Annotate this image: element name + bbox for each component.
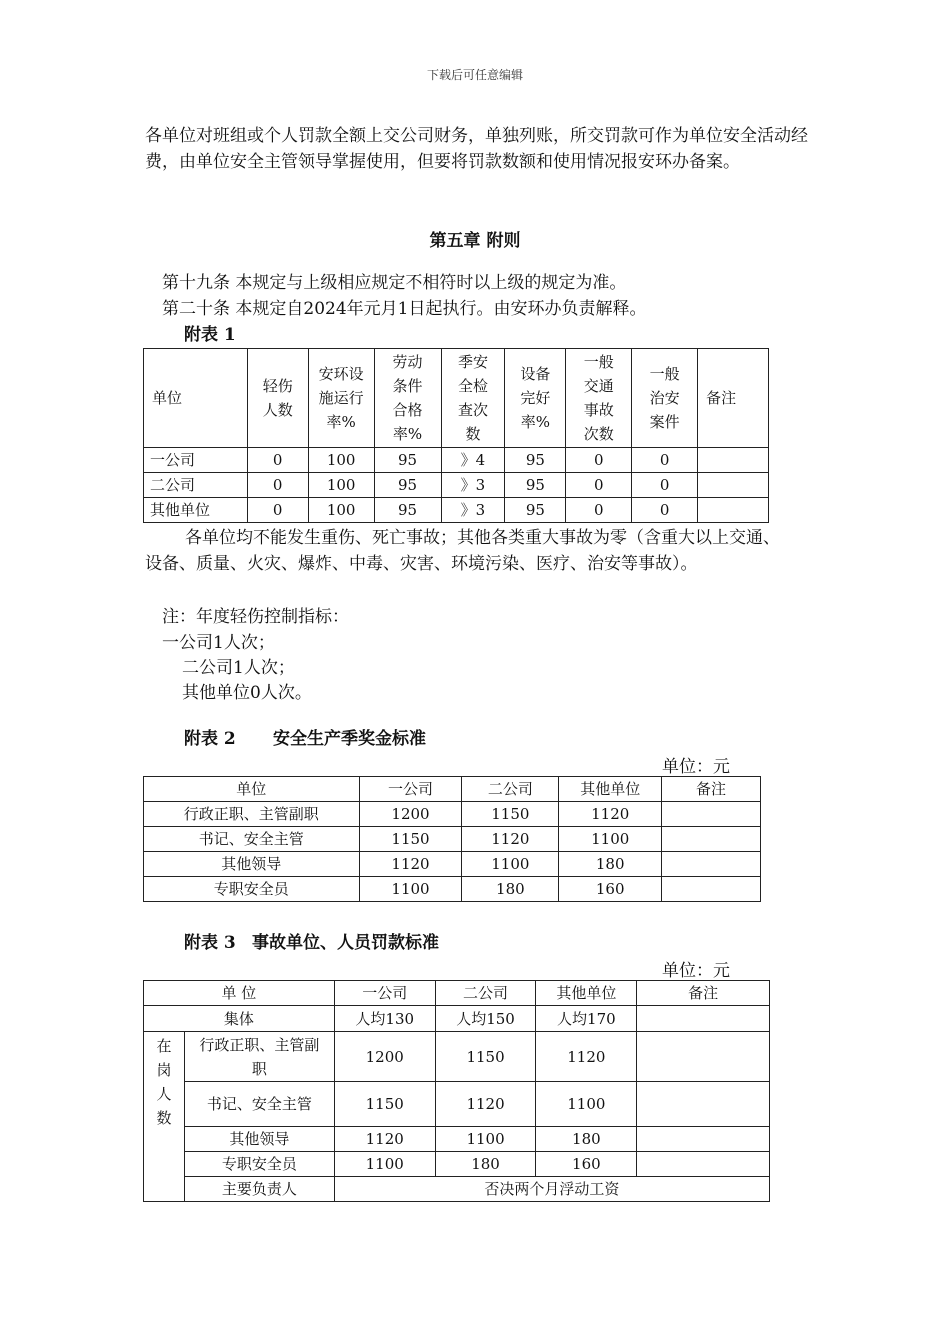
table-cell: 人均150 [435,1006,536,1032]
table-cell: 》4 [441,448,505,473]
table1-header-cell: 轻伤人数 [247,349,308,448]
table3-header-cell: 备注 [637,981,770,1006]
table2-title: 安全生产季奖金标准 [273,729,426,749]
table-cell [637,1032,770,1082]
table-row [144,448,769,473]
table-cell: 0 [566,473,632,498]
table-cell: 0 [247,473,308,498]
table-cell: 1120 [359,852,462,877]
table-cell [637,1006,770,1032]
table-cell: 1200 [359,802,462,827]
table-cell: 1100 [462,852,559,877]
table-cell [637,1127,770,1152]
table1-header-cell: 备注 [698,349,769,448]
table-row [144,1127,770,1152]
table-cell: 》3 [441,473,505,498]
article-19: 第十九条 本规定与上级相应规定不相符时以上级的规定为准。 [162,273,627,293]
table2-header-row [144,777,761,802]
table-cell: 1100 [359,877,462,902]
table-cell: 集体 [144,1006,335,1032]
table-cell: 0 [566,448,632,473]
table-cell: 0 [566,498,632,523]
table-cell: 100 [308,448,374,473]
table-row [144,1032,770,1082]
table-cell: 二公司 [144,473,248,498]
table-cell: 1100 [435,1127,536,1152]
table-cell: 其他领导 [144,852,360,877]
table-cell: 0 [247,448,308,473]
table3-label: 附表 3 [184,933,236,953]
quota-item: 二公司1人次； [182,658,295,678]
table1-header-row [144,349,769,448]
table-cell [662,852,761,877]
table-row [144,852,761,877]
table-cell: 1150 [435,1032,536,1082]
table1-header-cell: 设备完好率% [505,349,566,448]
table-cell: 专职安全员 [144,877,360,902]
table-cell: 95 [505,498,566,523]
table-cell: 书记、安全主管 [144,827,360,852]
table-cell: 160 [559,877,662,902]
table-row [144,802,761,827]
table-cell: 160 [536,1152,637,1177]
table-cell: 1120 [536,1032,637,1082]
table-cell: 180 [462,877,559,902]
table-cell: 1150 [334,1082,435,1127]
table-row [144,827,761,852]
quota-item: 一公司1人次； [162,633,275,653]
table-cell: 其他单位 [144,498,248,523]
table3-unit: 单位：元 [662,961,730,981]
table-cell: 1100 [559,827,662,852]
table-cell: 0 [632,473,698,498]
table-cell: 1120 [559,802,662,827]
chapter-title: 第五章 附则 [429,231,521,251]
table-cell: 主要负责人 [184,1177,334,1202]
table1 [143,348,769,523]
table-cell: 行政正职、主管副职 [144,802,360,827]
table-cell: 95 [374,448,441,473]
table-cell: 一公司 [144,448,248,473]
table2 [143,776,761,902]
group-label: 在岗人数 [156,1037,172,1127]
table-cell: 》3 [441,498,505,523]
table-cell: 专职安全员 [184,1152,334,1177]
table-row [144,473,769,498]
table-cell [662,802,761,827]
table-cell: 其他领导 [184,1127,334,1152]
table-cell: 否决两个月浮动工资 [334,1177,769,1202]
table-cell: 0 [247,498,308,523]
table-cell: 95 [374,498,441,523]
table-cell: 100 [308,473,374,498]
table-cell [698,448,769,473]
table3-header-row [144,981,770,1006]
table1-header-cell: 安环设施运行率% [308,349,374,448]
table-cell: 0 [632,498,698,523]
table2-label: 附表 2 [184,729,236,749]
table-row [144,1177,770,1202]
table-cell [637,1082,770,1127]
table-cell: 书记、安全主管 [184,1082,334,1127]
table3-header-cell: 一公司 [334,981,435,1006]
table3-header-cell: 单 位 [144,981,335,1006]
table-cell: 180 [536,1127,637,1152]
table1-header-cell: 季安全检查次数 [441,349,505,448]
table-cell: 1120 [435,1082,536,1127]
table2-header-cell: 备注 [662,777,761,802]
table-cell: 行政正职、主管副职 [184,1032,334,1082]
table-cell: 人均170 [536,1006,637,1032]
table1-header-cell: 劳动条件合格率% [374,349,441,448]
table3 [143,980,770,1202]
table-cell: 1100 [334,1152,435,1177]
table-cell: 1150 [462,802,559,827]
table-row [144,877,761,902]
group-label-cell [144,1032,185,1202]
table2-header-cell: 二公司 [462,777,559,802]
table3-title: 事故单位、人员罚款标准 [252,933,439,953]
table-cell: 180 [559,852,662,877]
table2-header-cell: 单位 [144,777,360,802]
table-cell: 1150 [359,827,462,852]
table-cell: 1120 [334,1127,435,1152]
table-cell: 1120 [462,827,559,852]
table-cell [662,827,761,852]
table-cell: 180 [435,1152,536,1177]
table-row [144,498,769,523]
table-cell [698,498,769,523]
table1-header-cell: 单位 [144,349,248,448]
table1-header-cell: 一般交通事故次数 [566,349,632,448]
table-cell [637,1152,770,1177]
page-header-note: 下载后可任意编辑 [426,68,523,82]
quota-item: 其他单位0人次。 [182,683,312,703]
table-cell: 95 [505,473,566,498]
table1-title: 附表 1 [184,325,236,345]
table-cell: 100 [308,498,374,523]
table-row [144,1082,770,1127]
table-cell: 95 [505,448,566,473]
table-row [144,1152,770,1177]
table3-header-cell: 二公司 [435,981,536,1006]
table-cell [662,877,761,902]
article-20: 第二十条 本规定自2024年元月1日起执行。由安环办负责解释。 [162,299,647,319]
table-cell: 人均130 [334,1006,435,1032]
table-cell: 0 [632,448,698,473]
intro-paragraph: 各单位对班组或个人罚款全额上交公司财务，单独列账，所交罚款可作为单位安全活动经费，由单位安全主管领导掌握使用，但要将罚款数额和使用情况报安环办备案。 [145,126,808,172]
table2-unit: 单位：元 [662,757,730,777]
table-cell: 1100 [536,1082,637,1127]
table-cell: 95 [374,473,441,498]
table2-header-cell: 一公司 [359,777,462,802]
table3-header-cell: 其他单位 [536,981,637,1006]
annotation-label: 注：年度轻伤控制指标： [162,607,349,627]
table1-header-cell: 一般治安案件 [632,349,698,448]
table2-header-cell: 其他单位 [559,777,662,802]
table-row [144,1006,770,1032]
table-cell [698,473,769,498]
table-cell: 1200 [334,1032,435,1082]
requirement-paragraph: 各单位均不能发生重伤、死亡事故；其他各类重大事故为零（含重大以上交通、设备、质量、火灾、爆炸、中毒、灾害、环境污染、医疗、治安等事故）。 [145,528,780,574]
